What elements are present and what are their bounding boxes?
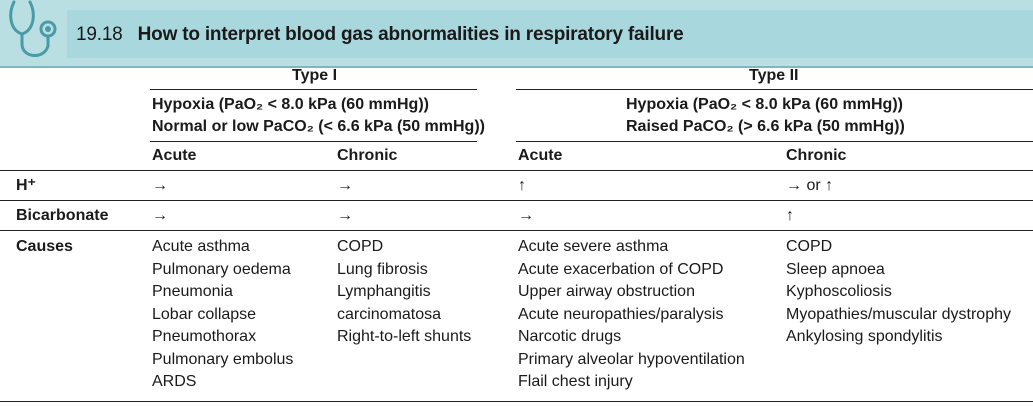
cause-item: Upper airway obstruction <box>518 283 695 300</box>
bicarb-type2-chronic: ↑ <box>786 207 794 224</box>
cause-item: Pulmonary embolus <box>152 350 294 368</box>
row-rule-1 <box>0 200 1033 201</box>
cause-item: Pneumonia <box>152 283 233 300</box>
row-label-causes: Causes <box>16 238 73 255</box>
bicarb-type2-acute: → <box>518 207 534 224</box>
table-bottom-rule <box>0 401 1033 402</box>
cause-item: Kyphoscoliosis <box>786 283 892 300</box>
type1-criteria-rule <box>150 141 477 142</box>
cause-item: Primary alveolar hypoventilation <box>518 350 745 368</box>
cause-item: Myopathies/muscular dystrophy <box>786 305 1011 323</box>
cause-item: Lymphangitis <box>337 283 431 300</box>
causes-type1-acute <box>152 236 293 394</box>
h-type2-chronic: → or ↑ <box>786 177 834 194</box>
type1-criteria-line1: Hypoxia (PaO₂ < 8.0 kPa (60 mmHg)) <box>152 96 429 113</box>
cause-item: Acute exacerbation of COPD <box>518 260 724 278</box>
type2-acute-header: Acute <box>518 147 563 164</box>
cause-item: Narcotic drugs <box>518 328 622 345</box>
table-title <box>76 24 684 46</box>
bicarb-type1-acute: → <box>152 207 168 224</box>
cause-item: Flail chest injury <box>518 373 633 390</box>
cause-item: COPD <box>337 238 384 255</box>
cause-item: COPD <box>786 238 833 255</box>
row-rule-2 <box>0 230 1033 231</box>
type2-criteria-line2: Raised PaCO₂ (> 6.6 kPa (50 mmHg)) <box>626 118 905 135</box>
type2-header: Type II <box>749 67 799 84</box>
type1-header: Type I <box>292 67 338 84</box>
type1-rule <box>150 89 477 90</box>
type1-acute-header: Acute <box>152 147 197 164</box>
type2-chronic-header: Chronic <box>786 147 847 164</box>
cause-item: Pulmonary oedema <box>152 260 291 278</box>
row-label-bicarbonate: Bicarbonate <box>16 207 109 224</box>
h-type2-acute: ↑ <box>518 177 526 194</box>
cause-item: ARDS <box>152 373 197 390</box>
cause-item: Acute neuropathies/paralysis <box>518 305 724 323</box>
cause-item: carcinomatosa <box>337 305 442 323</box>
type2-criteria-line1: Hypoxia (PaO₂ < 8.0 kPa (60 mmHg)) <box>626 96 903 113</box>
causes-type1-chronic <box>337 236 471 349</box>
cause-item: Acute asthma <box>152 238 250 255</box>
cause-item: Lung fibrosis <box>337 260 428 278</box>
bicarb-type1-chronic: → <box>337 207 353 224</box>
cause-item: Acute severe asthma <box>518 238 669 255</box>
h-type1-acute: → <box>152 177 168 194</box>
table-title-text: How to interpret blood gas abnormalities in respiratory failure <box>137 24 684 45</box>
row-label-h: H⁺ <box>16 177 36 194</box>
cause-item: Lobar collapse <box>152 305 257 323</box>
h-type1-chronic: → <box>337 177 353 194</box>
type2-rule <box>516 89 1033 90</box>
cause-item: Pneumothorax <box>152 328 257 345</box>
cause-item: Ankylosing spondylitis <box>786 328 943 345</box>
type1-criteria-line2: Normal or low PaCO₂ (< 6.6 kPa (50 mmHg)) <box>152 118 485 135</box>
header-bottom-rule <box>0 170 1033 171</box>
stethoscope-icon <box>0 0 70 66</box>
table-number: 19.18 <box>76 24 123 45</box>
causes-type2-chronic <box>786 236 1011 349</box>
type2-criteria-rule <box>516 141 1033 142</box>
causes-type2-acute <box>518 236 745 394</box>
cause-item: Sleep apnoea <box>786 260 885 278</box>
cause-item: Right-to-left shunts <box>337 328 472 345</box>
type1-chronic-header: Chronic <box>337 147 398 164</box>
